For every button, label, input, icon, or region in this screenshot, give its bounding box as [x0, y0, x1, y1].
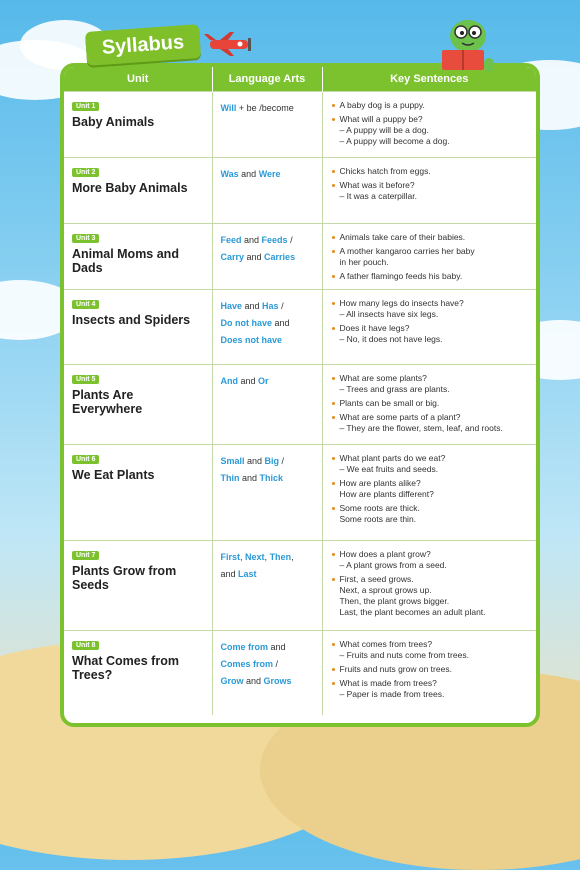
grammar-text: and: [272, 318, 290, 328]
language-arts-line: [221, 166, 316, 183]
unit-title: Animal Moms and Dads: [72, 247, 179, 275]
grammar-text: and: [238, 376, 259, 386]
language-arts-line: [221, 315, 316, 332]
unit-title: Insects and Spiders: [72, 313, 191, 327]
grammar-keyword: Will: [220, 103, 237, 113]
key-sentence-line: – Trees and grass are plants.: [339, 384, 450, 394]
airplane-icon: [200, 32, 258, 56]
language-arts-line: [221, 453, 316, 470]
grammar-keyword: Were: [258, 169, 281, 179]
key-sentence-item: [340, 271, 531, 282]
grammar-text: and: [244, 456, 265, 466]
grammar-keyword: Was: [220, 169, 239, 179]
language-arts-line: [221, 100, 316, 117]
table-row: [64, 158, 536, 224]
bookworm-icon: [428, 12, 498, 76]
unit-number-badge: Unit 5: [72, 375, 99, 384]
grammar-text: and: [239, 473, 260, 483]
key-sentence-item: [340, 180, 531, 202]
grammar-keyword: And: [220, 376, 238, 386]
unit-title: Plants Are Everywhere: [72, 388, 143, 416]
grammar-text: ,: [291, 552, 294, 562]
grammar-keyword: Carries: [264, 252, 296, 262]
unit-title: What Comes from Trees?: [72, 654, 179, 682]
key-sentences-cell: [322, 541, 536, 631]
key-sentences-cell: [322, 92, 536, 158]
grammar-text: ,: [264, 552, 270, 562]
grammar-keyword: Feeds: [261, 235, 288, 245]
grammar-keyword: Thin: [220, 473, 240, 483]
key-sentence-line: – No, it does not have legs.: [339, 334, 443, 344]
grammar-text: and: [244, 252, 265, 262]
key-sentence-line: A mother kangaroo carries her baby: [339, 246, 475, 256]
unit-cell: [64, 365, 212, 445]
key-sentence-line: How are plants different?: [339, 489, 434, 499]
language-arts-line: [221, 298, 316, 315]
key-sentence-item: [340, 574, 531, 618]
key-sentence-line: What will a puppy be?: [339, 114, 423, 124]
key-sentence-line: What was it before?: [339, 180, 415, 190]
grammar-keyword: Last: [238, 569, 257, 579]
language-arts-cell: [212, 445, 322, 541]
key-sentences-cell: [322, 631, 536, 715]
key-sentences-list: [331, 166, 531, 202]
grammar-keyword: Grows: [263, 676, 292, 686]
key-sentence-line: – A plant grows from a seed.: [339, 560, 447, 570]
language-arts-cell: [212, 92, 322, 158]
grammar-text: and: [238, 169, 259, 179]
key-sentence-line: Fruits and nuts grow on trees.: [339, 664, 452, 674]
unit-number-badge: Unit 2: [72, 168, 99, 177]
unit-title: Plants Grow from Seeds: [72, 564, 177, 592]
key-sentence-item: [340, 232, 531, 243]
key-sentence-line: Then, the plant grows bigger.: [339, 596, 450, 606]
language-arts-cell: [212, 290, 322, 365]
key-sentence-line: Some roots are thin.: [339, 514, 417, 524]
key-sentence-line: What comes from trees?: [339, 639, 433, 649]
key-sentences-list: [331, 549, 531, 618]
grammar-keyword: Next: [245, 552, 265, 562]
unit-number-badge: Unit 7: [72, 551, 99, 560]
language-arts-line: [221, 332, 316, 349]
key-sentence-line: – They are the flower, stem, leaf, and roots.: [339, 423, 503, 433]
table-row: [64, 541, 536, 631]
language-arts-line: [221, 549, 316, 566]
key-sentence-line: Animals take care of their babies.: [339, 232, 466, 242]
grammar-keyword: Has: [262, 301, 279, 311]
key-sentence-line: Plants can be small or big.: [339, 398, 440, 408]
language-arts-cell: [212, 365, 322, 445]
key-sentence-line: Last, the plant becomes an adult plant.: [339, 607, 486, 617]
key-sentences-list: [331, 232, 531, 282]
grammar-keyword: Small: [220, 456, 245, 466]
language-arts-line: [221, 373, 316, 390]
key-sentence-item: [340, 678, 531, 700]
grammar-keyword: Come from: [220, 642, 269, 652]
key-sentences-list: [331, 453, 531, 525]
unit-cell: [64, 290, 212, 365]
grammar-text: ,: [240, 552, 246, 562]
grammar-text: /: [279, 456, 285, 466]
grammar-text: and: [268, 642, 286, 652]
key-sentence-item: [340, 453, 531, 475]
key-sentences-cell: [322, 365, 536, 445]
header-key-sentences: Key Sentences: [322, 67, 536, 92]
grammar-text: /: [273, 659, 279, 669]
key-sentence-item: [340, 298, 531, 320]
grammar-keyword: Carry: [220, 252, 245, 262]
key-sentence-line: What are some parts of a plant?: [339, 412, 461, 422]
language-arts-line: [221, 639, 316, 656]
language-arts-line: [221, 656, 316, 673]
key-sentence-item: [340, 114, 531, 147]
header-unit: Unit: [64, 67, 212, 92]
grammar-keyword: Have: [220, 301, 243, 311]
table-row: [64, 445, 536, 541]
language-arts-line: [221, 673, 316, 690]
key-sentence-line: A baby dog is a puppy.: [339, 100, 425, 110]
key-sentence-item: [340, 639, 531, 661]
key-sentence-line: First, a seed grows.: [339, 574, 414, 584]
header-language-arts: Language Arts: [212, 67, 322, 92]
unit-number-badge: Unit 1: [72, 102, 99, 111]
unit-cell: [64, 92, 212, 158]
key-sentence-item: [340, 664, 531, 675]
key-sentence-line: What plant parts do we eat?: [339, 453, 446, 463]
key-sentence-line: Does it have legs?: [339, 323, 410, 333]
key-sentence-line: in her pouch.: [339, 257, 389, 267]
key-sentence-line: – A puppy will be a dog.: [339, 125, 429, 135]
key-sentence-line: Next, a sprout grows up.: [339, 585, 432, 595]
grammar-text: /: [278, 301, 284, 311]
unit-title: Baby Animals: [72, 115, 155, 129]
key-sentence-line: – We eat fruits and seeds.: [339, 464, 439, 474]
unit-cell: [64, 541, 212, 631]
grammar-text: /: [287, 235, 293, 245]
key-sentence-item: [340, 100, 531, 111]
key-sentences-list: [331, 100, 531, 147]
key-sentence-item: [340, 323, 531, 345]
key-sentence-line: How does a plant grow?: [339, 549, 431, 559]
key-sentence-line: A father flamingo feeds his baby.: [339, 271, 463, 281]
syllabus-table-card: [60, 63, 540, 727]
key-sentences-cell: [322, 290, 536, 365]
syllabus-table: [64, 67, 536, 715]
key-sentence-item: [340, 246, 531, 268]
language-arts-line: [221, 249, 316, 266]
grammar-text: and: [242, 301, 263, 311]
unit-cell: [64, 445, 212, 541]
key-sentences-cell: [322, 158, 536, 224]
grammar-keyword: Big: [264, 456, 280, 466]
table-row: [64, 290, 536, 365]
key-sentence-line: How are plants alike?: [339, 478, 421, 488]
grammar-text: and: [220, 569, 239, 579]
grammar-keyword: Comes from: [220, 659, 274, 669]
key-sentence-item: [340, 549, 531, 571]
table-row: [64, 224, 536, 290]
key-sentence-item: [340, 503, 531, 525]
unit-number-badge: Unit 8: [72, 641, 99, 650]
page-title: Syllabus: [85, 24, 201, 66]
unit-cell: [64, 158, 212, 224]
unit-number-badge: Unit 4: [72, 300, 99, 309]
key-sentence-line: – It was a caterpillar.: [339, 191, 417, 201]
key-sentence-line: What are some plants?: [339, 373, 427, 383]
key-sentence-line: Some roots are thick.: [339, 503, 420, 513]
grammar-text: + be /become: [236, 103, 294, 113]
language-arts-cell: [212, 541, 322, 631]
grammar-keyword: Or: [258, 376, 269, 386]
key-sentence-item: [340, 398, 531, 409]
unit-number-badge: Unit 6: [72, 455, 99, 464]
key-sentence-line: – Paper is made from trees.: [339, 689, 445, 699]
key-sentence-line: – All insects have six legs.: [339, 309, 439, 319]
key-sentence-line: How many legs do insects have?: [339, 298, 464, 308]
key-sentence-item: [340, 166, 531, 177]
key-sentences-list: [331, 298, 531, 345]
key-sentence-line: – Fruits and nuts come from trees.: [339, 650, 469, 660]
grammar-keyword: Does not have: [220, 335, 283, 345]
grammar-keyword: Grow: [220, 676, 244, 686]
key-sentences-list: [331, 639, 531, 700]
unit-title: We Eat Plants: [72, 468, 155, 482]
language-arts-line: [221, 470, 316, 487]
key-sentence-line: Chicks hatch from eggs.: [339, 166, 431, 176]
language-arts-line: [221, 232, 316, 249]
key-sentences-cell: [322, 445, 536, 541]
key-sentences-list: [331, 373, 531, 434]
table-row: [64, 365, 536, 445]
unit-number-badge: Unit 3: [72, 234, 99, 243]
grammar-keyword: Do not have: [220, 318, 273, 328]
key-sentence-line: – A puppy will become a dog.: [339, 136, 450, 146]
language-arts-line: [221, 566, 316, 583]
language-arts-cell: [212, 631, 322, 715]
grammar-keyword: Thick: [259, 473, 284, 483]
table-row: [64, 631, 536, 715]
key-sentence-item: [340, 478, 531, 500]
key-sentence-item: [340, 373, 531, 395]
unit-title: More Baby Animals: [72, 181, 188, 195]
key-sentence-item: [340, 412, 531, 434]
key-sentence-line: What is made from trees?: [339, 678, 437, 688]
language-arts-cell: [212, 158, 322, 224]
unit-cell: [64, 631, 212, 715]
language-arts-cell: [212, 224, 322, 290]
grammar-keyword: Then: [269, 552, 292, 562]
grammar-text: and: [243, 676, 264, 686]
grammar-text: and: [241, 235, 262, 245]
table-row: [64, 92, 536, 158]
grammar-keyword: Feed: [220, 235, 242, 245]
unit-cell: [64, 224, 212, 290]
grammar-keyword: First: [220, 552, 241, 562]
key-sentences-cell: [322, 224, 536, 290]
